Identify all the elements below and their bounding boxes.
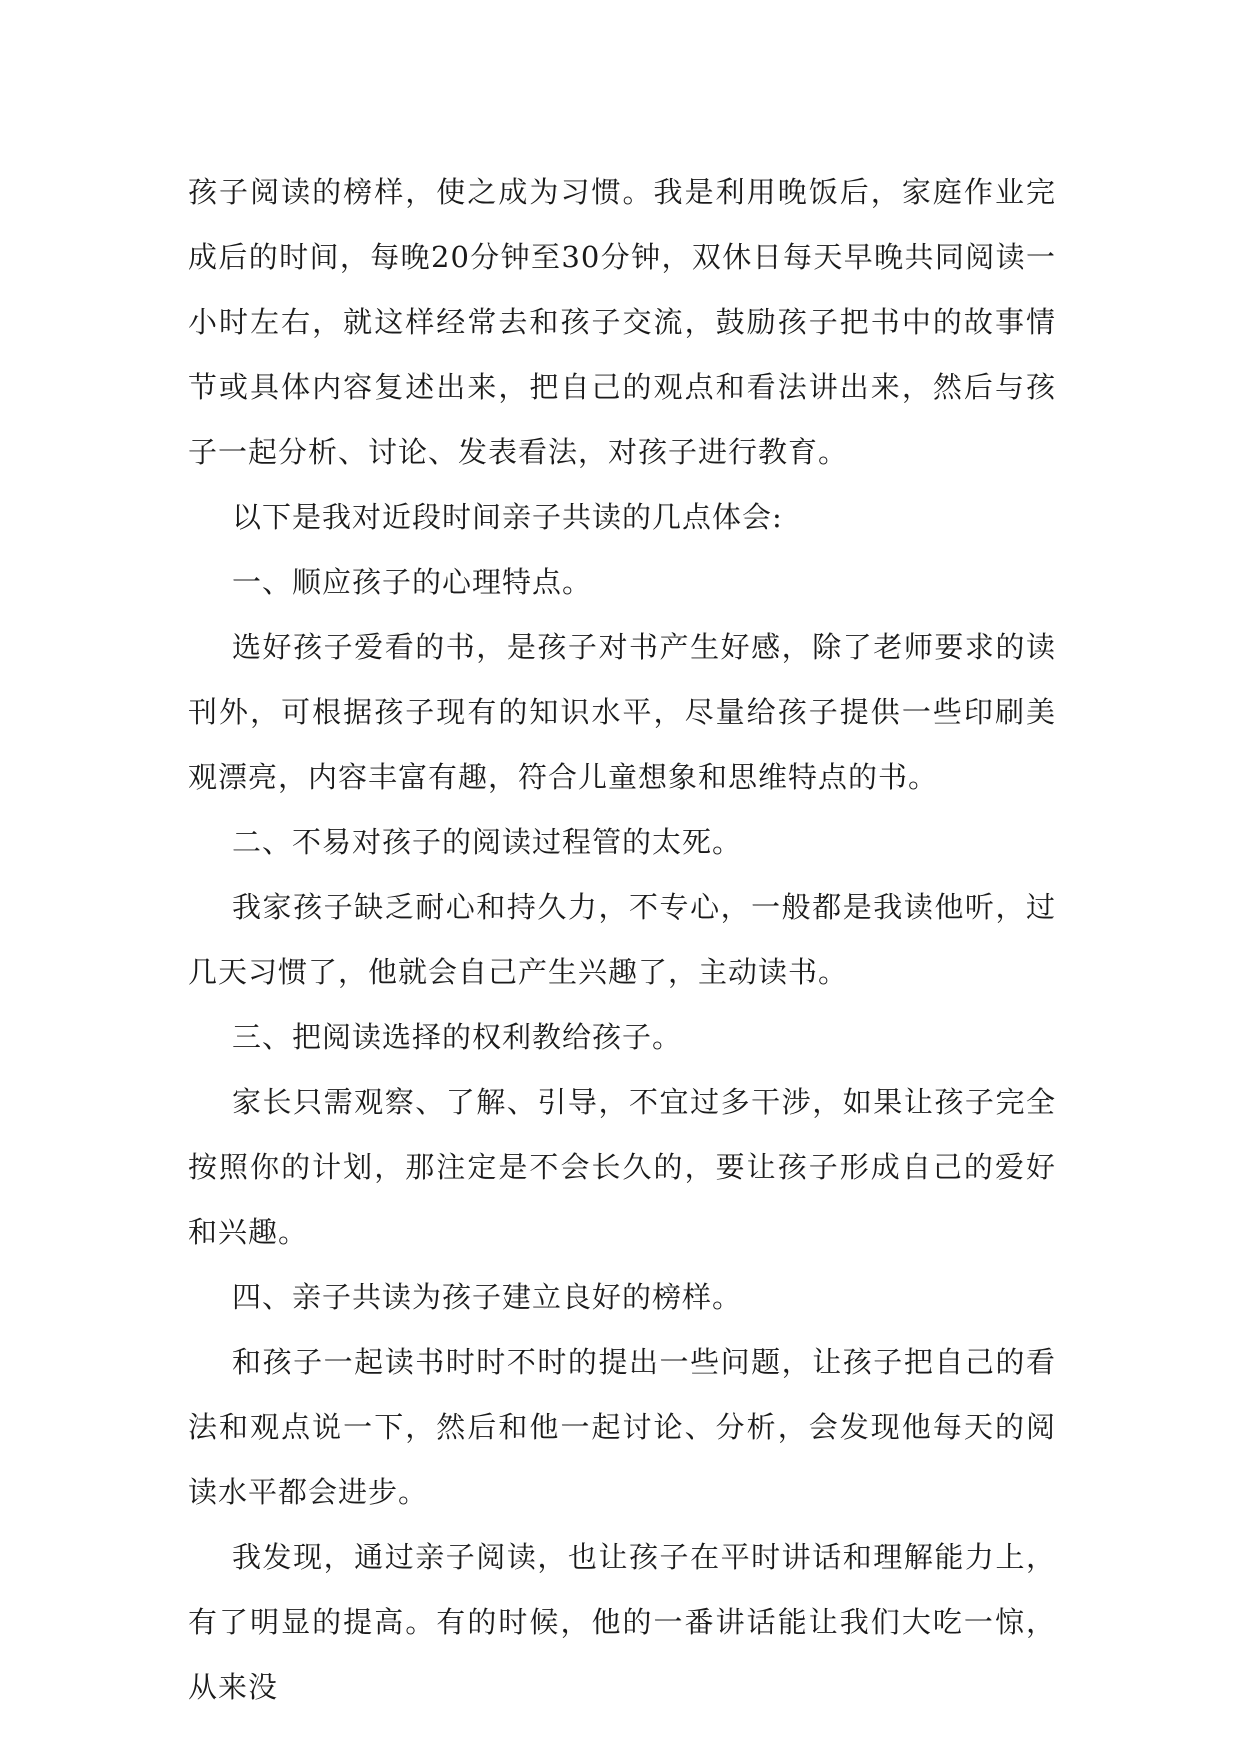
paragraph-conclusion: 我发现，通过亲子阅读，也让孩子在平时讲话和理解能力上，有了明显的提高。有的时候，他的一番讲话能让我们大吃一惊，从来没 [188,1540,1056,1704]
paragraph-section-1: 选好孩子爱看的书，是孩子对书产生好感，除了老师要求的读刊外，可根据孩子现有的知识水平，尽量给孩子提供一些印刷美观漂亮，内容丰富有趣，符合儿童想象和思维特点的书。 [188,630,1056,794]
document-body [188,160,1056,1720]
paragraph-section-2: 我家孩子缺乏耐心和持久力，不专心，一般都是我读他听，过几天习惯了，他就会自己产生兴趣了，主动读书。 [188,890,1056,989]
section-heading-2: 二、不易对孩子的阅读过程管的太死。 [232,825,743,859]
section-heading-1: 一、顺应孩子的心理特点。 [232,565,593,599]
paragraph-section-4: 和孩子一起读书时时不时的提出一些问题，让孩子把自己的看法和观点说一下，然后和他一起讨论、分析，会发现他每天的阅读水平都会进步。 [188,1345,1056,1509]
paragraph-continuation: 孩子阅读的榜样，使之成为习惯。我是利用晚饭后，家庭作业完成后的时间，每晚20分钟至30分钟，双休日每天早晚共同阅读一小时左右，就这样经常去和孩子交流，鼓励孩子把书中的故事情节或具体内容复述出来，把自己的观点和看法讲出来，然后与孩子一起分析、讨论、发表看法，对孩子进行教育。 [188,175,1056,469]
section-heading-3: 三、把阅读选择的权利教给孩子。 [232,1020,683,1054]
paragraph-intro: 以下是我对近段时间亲子共读的几点体会: [232,500,783,534]
section-heading-4: 四、亲子共读为孩子建立良好的榜样。 [232,1280,743,1314]
paragraph-section-3: 家长只需观察、了解、引导，不宜过多干涉，如果让孩子完全按照你的计划，那注定是不会长久的，要让孩子形成自己的爱好和兴趣。 [188,1085,1056,1249]
